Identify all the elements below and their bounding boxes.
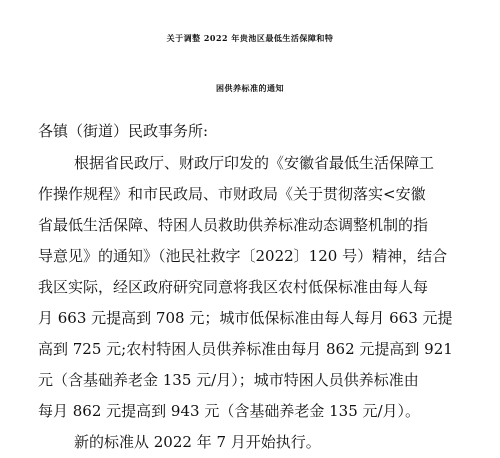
body-line-7: 高到 725 元;农村特困人员供养标准由每月 862 元提高到 921 (38, 340, 453, 358)
body-line-3: 省最低生活保障、特困人员救助供养标准动态调整机制的指 (38, 216, 429, 234)
salutation: 各镇（街道）民政事务所: (38, 122, 209, 140)
document-title-line-1: 关于调整 2022 年贵池区最低生活保障和特 (166, 33, 334, 43)
body-line-1: 根据省民政厅、财政厅印发的《安徽省最低生活保障工 (74, 154, 435, 172)
body-line-9: 每月 862 元提高到 943 元（含基础养老金 135 元/月）。 (38, 402, 421, 420)
body-line-8: 元（含基础养老金 135 元/月）；城市特困人员供养标准由 (38, 371, 419, 389)
body-line-4: 导意见》的通知》（池民社救字〔2022〕120 号）精神，结合 (38, 247, 448, 265)
document-title-line-2: 困供养标准的通知 (216, 83, 284, 93)
closing-line: 新的标准从 2022 年 7 月开始执行。 (74, 433, 321, 451)
body-line-5: 我区实际，经区政府研究同意将我区农村低保标准由每人每 (38, 278, 429, 296)
body-line-2: 作操作规程》和市民政局、市财政局《关于贯彻落实<安徽 (38, 185, 426, 203)
body-line-6: 月 663 元提高到 708 元；城市低保标准由每人每月 663 元提 (38, 309, 453, 327)
